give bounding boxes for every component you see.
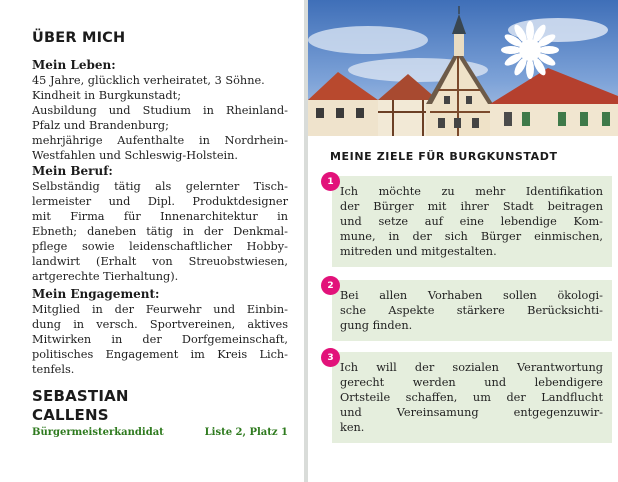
- goal-box-3: [332, 352, 612, 443]
- town-photo: [308, 0, 618, 136]
- text-line: gung finden.: [340, 319, 413, 332]
- text-line: und setze auf eine lebendige Kom-: [340, 215, 603, 228]
- text-line: lermeister und Dipl. Produktdesigner: [32, 195, 288, 208]
- text-line: Ortsteile schaffen, um der Landflucht: [340, 391, 603, 404]
- list-position: Liste 2, Platz 1: [204, 427, 288, 438]
- goals-heading: MEINE ZIELE FÜR BURGKUNSTADT: [330, 150, 558, 163]
- text-line: Mitwirken in der Dorfgemeinschaft,: [32, 333, 288, 346]
- goal-number-badge: 2: [321, 276, 340, 295]
- about-content: [32, 30, 288, 438]
- name-first: SEBASTIAN: [32, 387, 129, 405]
- text-line: pflege sowie leidenschaftlicher Hobby-: [32, 240, 288, 253]
- about-heading: ÜBER MICH: [32, 30, 126, 46]
- text-line: Ich möchte zu mehr Identifikation: [340, 185, 603, 198]
- goal-box-2: [332, 280, 612, 341]
- section-body: [32, 73, 288, 163]
- sunflower-icon: [498, 18, 562, 82]
- text-line: 45 Jahre, glücklich verheiratet, 3 Söhne.: [32, 74, 265, 87]
- text-line: Kindheit in Burgkunstadt;: [32, 89, 181, 102]
- text-line: mune, in der sich Bürger einmischen,: [340, 230, 603, 243]
- section-title: Mein Leben:: [32, 58, 116, 72]
- text-line: mehrjährige Aufenthalte in Nordrhein-: [32, 134, 288, 147]
- text-line: Bei allen Vorhaben sollen ökologi-: [340, 289, 603, 302]
- text-line: artgerechte Tierhaltung).: [32, 270, 179, 283]
- about-panel: [0, 0, 304, 482]
- goal-box-1: [332, 176, 612, 267]
- text-line: ken.: [340, 421, 365, 434]
- goal-number-badge: 3: [321, 348, 340, 367]
- section-title: Mein Beruf:: [32, 164, 113, 178]
- text-line: Ebneth; daneben tätig in der Denkmal-: [32, 225, 288, 238]
- text-line: Ich will der sozialen Verantwortung: [340, 361, 603, 374]
- text-line: tenfels.: [32, 363, 75, 376]
- goal-text: [332, 352, 612, 443]
- section-body: [32, 302, 288, 377]
- goal-text: [332, 280, 612, 341]
- name-last: CALLENS: [32, 406, 109, 424]
- text-line: dung in versch. Sportvereinen, aktives: [32, 318, 288, 331]
- town-hall-image: [308, 0, 618, 136]
- role-row: [32, 427, 288, 438]
- text-line: Selbständig tätig als gelernter Tisch-: [32, 180, 288, 193]
- text-line: Ausbildung und Studium in Rheinland-: [32, 104, 288, 117]
- candidate-role: Bürgermeisterkandidat: [32, 427, 164, 438]
- section-title: Mein Engagement:: [32, 287, 160, 301]
- text-line: landwirt (Erhalt von Streuobstwiesen,: [32, 255, 288, 268]
- text-line: Westfahlen und Schleswig-Holstein.: [32, 149, 238, 162]
- goal-text: [332, 176, 612, 267]
- text-line: gerecht werden und lebendigere: [340, 376, 603, 389]
- text-line: Pfalz und Brandenburg;: [32, 119, 169, 132]
- text-line: und Vereinsamung entgegenzuwir-: [340, 406, 603, 419]
- section-life: [32, 58, 288, 163]
- section-job: [32, 164, 288, 284]
- goals-panel: [308, 0, 618, 482]
- text-line: mitreden und mitgestalten.: [340, 245, 497, 258]
- goal-number-badge: 1: [321, 172, 340, 191]
- candidate-name: [32, 387, 288, 425]
- text-line: mit Firma für Innenarchitektur in: [32, 210, 288, 223]
- section-body: [32, 179, 288, 284]
- text-line: politisches Engagement im Kreis Lich-: [32, 348, 288, 361]
- text-line: der Bürger mit ihrer Stadt beitragen: [340, 200, 603, 213]
- text-line: Mitglied in der Feurwehr und Einbin-: [32, 303, 288, 316]
- text-line: sche Aspekte stärkere Berücksichti-: [340, 304, 603, 317]
- section-engagement: [32, 287, 288, 377]
